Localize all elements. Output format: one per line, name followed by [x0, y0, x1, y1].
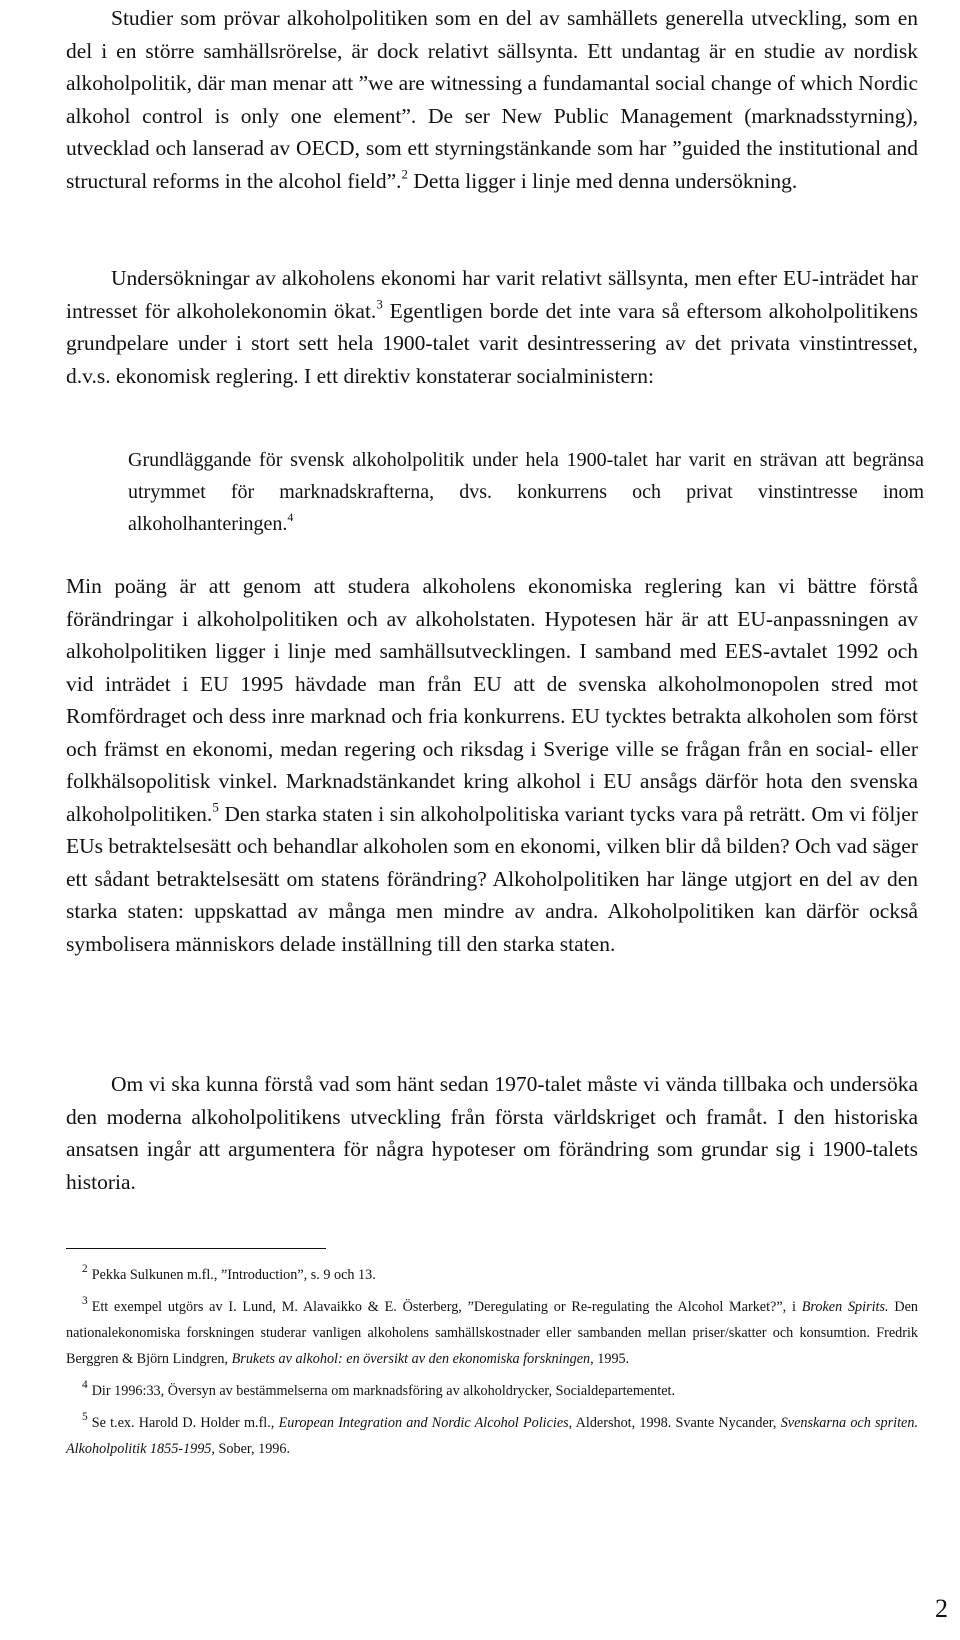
footnote-3-title-2: Brukets av alkohol: en översikt av den ekonomiska forskningen	[231, 1351, 591, 1367]
footnote-4	[66, 1378, 918, 1404]
footnote-5-title-1: European Integration and Nordic Alcohol Policies	[278, 1415, 569, 1431]
block-quote	[128, 444, 924, 540]
footnote-3	[66, 1294, 918, 1372]
paragraph-4	[66, 1068, 918, 1198]
footnote-5-text-b: , Aldershot, 1998. Svante Nycander,	[568, 1415, 781, 1431]
paragraph-3	[66, 570, 918, 960]
footnote-2-number: 2	[82, 1263, 88, 1276]
paragraph-1-text-b: Detta ligger i linje med denna undersökning.	[407, 168, 798, 193]
paragraph-3-text-b: Den starka staten i sin alkoholpolitiska variant tycks vara på reträtt. Om vi följer EUs betraktelsesätt och behandlar alkoholen som en ekonomi, vilken blir då bilden? Och vad säger ett sådant betraktelsesätt om statens förändring? Alkoholpolitiken har länge utgjort en del av den starka staten: uppskattad av många men mindre av andra. Alkoholpolitiken kan därför också symbolisera människors delade inställning till den starka staten.	[66, 801, 918, 956]
footnote-ref-4[interactable]: 4	[287, 510, 294, 524]
paragraph-2-text-a: Undersökningar av alkoholens ekonomi har varit relativt sällsynta, men efter EU-inträdet har intresset för alkoholekonomin ökat.	[66, 266, 918, 323]
footnote-2-text: Pekka Sulkunen m.fl., ”Introduction”, s. 9 och 13.	[91, 1267, 376, 1283]
paragraph-3-text-a: Min poäng är att genom att studera alkoholens ekonomiska reglering kan vi bättre förstå förändringar i alkoholpolitiken och av alkoholstaten. Hypotesen här är att EU-anpassningen av alkoholpolitiken ligger i linje med samhällsutvecklingen. I samband med EES-avtalet 1992 och vid inträdet i EU 1995 hävdade man från EU att de svenska alkoholmonopolen stred mot Romfördraget och dess inre marknad och fria konkurrens. EU tycktes betrakta alkoholen som först och främst en ekonomi, medan regering och riksdag i Sverige ville se frågan från en social- eller folkhälsopolitisk vinkel. Marknadstänkandet kring alkohol i EU ansågs därför hota den svenska alkoholpolitiken.	[66, 574, 918, 826]
paragraph-1	[66, 2, 918, 197]
page-number: 2	[935, 1594, 948, 1623]
footnote-2	[66, 1262, 918, 1288]
footnote-5-text-c: , Sober, 1996.	[211, 1441, 291, 1457]
footnote-3-text-a: Ett exempel utgörs av I. Lund, M. Alavaikko & E. Österberg, ”Deregulating or Re-regulating the Alcohol Market?”, i	[91, 1299, 802, 1315]
footnote-5-title-2: Svenskarna och spriten. Alkoholpolitik 1855-1995	[66, 1415, 918, 1457]
footnote-4-number: 4	[82, 1379, 88, 1392]
paragraph-1-text-a: Studier som prövar alkoholpolitiken som en del av samhällets generella utveckling, som en del i en större samhällsrörelse, är dock relativt sällsynta. Ett undantag är en studie av nordisk alkoholpolitik, där man menar att ”we are witnessing a fundamantal social change of which Nordic alkohol control is only one element”. De ser New Public Management (marknadsstyrning), utvecklad och lanserad av OECD, som ett styrningstänkande som har ”guided the institutional and structural reforms in the alcohol field”.	[66, 6, 918, 193]
paragraph-2-text-b: Egentligen borde det inte vara så eftersom alkoholpolitikens grundpelare under i stort sett hela 1900-talet varit desintressering av det privata vinstintresset, d.v.s. ekonomisk reglering. I ett direktiv konstaterar socialministern:	[66, 298, 919, 388]
paragraph-2	[66, 262, 918, 392]
footnote-ref-3[interactable]: 3	[376, 296, 383, 311]
footnote-3-text-b: Den nationalekonomiska forskningen studerar vanligen alkoholens samhällskostnader eller sambanden mellan priser/skatter och konsumtion. Fredrik Berggren & Björn Lindgren,	[66, 1299, 918, 1367]
footnote-divider	[66, 1248, 326, 1249]
footnote-5-number: 5	[82, 1411, 88, 1424]
footnote-3-text-c: , 1995.	[590, 1351, 630, 1367]
footnote-3-number: 3	[82, 1295, 88, 1308]
footnote-ref-2[interactable]: 2	[401, 166, 408, 181]
footnote-3-title-1: Broken Spirits.	[801, 1299, 889, 1315]
footnote-5-text-a: Se t.ex. Harold D. Holder m.fl.,	[91, 1415, 279, 1431]
block-quote-text: Grundläggande för svensk alkoholpolitik under hela 1900-talet har varit en strävan att begränsa utrymmet för marknadskrafterna, dvs. konkurrens och privat vinstintresse inom alkoholhanteringen.	[128, 449, 924, 535]
footnote-5	[66, 1410, 918, 1462]
footnote-ref-5[interactable]: 5	[212, 799, 219, 814]
paragraph-4-text: Om vi ska kunna förstå vad som hänt sedan 1970-talet måste vi vända tillbaka och undersöka den moderna alkoholpolitikens utveckling från första världskriget och framåt. I den historiska ansatsen ingår att argumentera för några hypoteser om förändring som grundar sig i 1900-talets historia.	[66, 1072, 918, 1194]
footnote-4-text: Dir 1996:33, Översyn av bestämmelserna om marknadsföring av alkoholdrycker, Socialdepartementet.	[91, 1383, 675, 1399]
footnotes	[66, 1262, 918, 1468]
